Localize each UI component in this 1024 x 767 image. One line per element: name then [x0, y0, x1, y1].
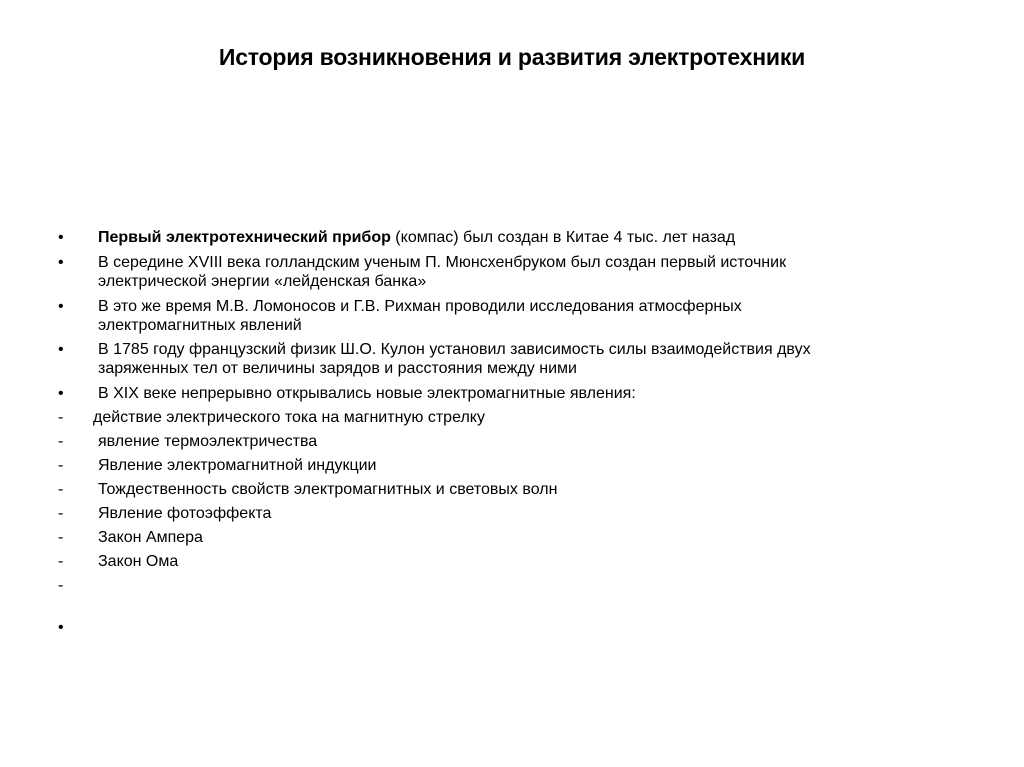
dash-marker: - — [58, 577, 64, 594]
list-item-line: электрической энергии «лейденская банка» — [98, 273, 427, 290]
list-item — [0, 408, 1024, 427]
bullet-marker: • — [58, 385, 64, 402]
list-item — [0, 552, 1024, 571]
list-item-line: заряженных тел от величины зарядов и расстояния между ними — [98, 360, 577, 377]
bullet-marker: • — [58, 341, 64, 358]
list-item-text: Явление фотоэффекта — [98, 505, 272, 522]
list-item — [0, 456, 1024, 475]
list-item-text: явление термоэлектричества — [98, 433, 318, 450]
list-item — [0, 480, 1024, 499]
dash-marker: - — [58, 505, 64, 522]
list-item-text: действие электрического тока на магнитную стрелку — [93, 409, 485, 426]
dash-marker: - — [58, 529, 64, 546]
list-item — [0, 504, 1024, 523]
list-item — [0, 528, 1024, 547]
bullet-marker: • — [58, 298, 64, 315]
list-item — [0, 297, 1024, 335]
bullet-marker: • — [58, 254, 64, 271]
list-item — [0, 253, 1024, 291]
list-item-text: В XIX веке непрерывно открывались новые электромагнитные явления: — [98, 385, 636, 402]
list-item-line: В середине XVIII века голландским ученым П. Мюнсхенбруком был создан первый источник — [98, 254, 787, 271]
list-item — [0, 340, 1024, 378]
list-item-line: В 1785 году французский физик Ш.О. Кулон установил зависимость силы взаимодействия двух — [98, 341, 811, 358]
bold-term: Первый электротехнический прибор — [98, 229, 391, 246]
bullet-marker: • — [58, 229, 64, 246]
list-item-text — [98, 228, 918, 247]
list-item — [0, 432, 1024, 451]
dash-marker: - — [58, 457, 64, 474]
dash-marker: - — [58, 481, 64, 498]
list-item-text: Явление электромагнитной индукции — [98, 457, 377, 474]
dash-marker: - — [58, 433, 64, 450]
list-item-line: В это же время М.В. Ломоносов и Г.В. Рихман проводили исследования атмосферных — [98, 298, 742, 315]
list-item-text: Тождественность свойств электромагнитных и световых волн — [98, 481, 558, 498]
dash-marker: - — [58, 553, 64, 570]
list-item-line: электромагнитных явлений — [98, 317, 302, 334]
list-item-text-rest: (компас) был создан в Китае 4 тыс. лет назад — [390, 229, 736, 246]
list-item — [0, 384, 1024, 403]
list-item-text — [98, 253, 918, 291]
list-item-text: Закон Ампера — [98, 529, 203, 546]
dash-marker: - — [58, 409, 64, 426]
list-item-text — [98, 297, 918, 335]
list-item-text — [98, 340, 918, 378]
slide-title: История возникновения и развития электротехники — [218, 44, 806, 70]
bullet-marker: • — [58, 619, 64, 636]
list-item — [0, 228, 1024, 247]
list-item-text: Закон Ома — [98, 553, 179, 570]
